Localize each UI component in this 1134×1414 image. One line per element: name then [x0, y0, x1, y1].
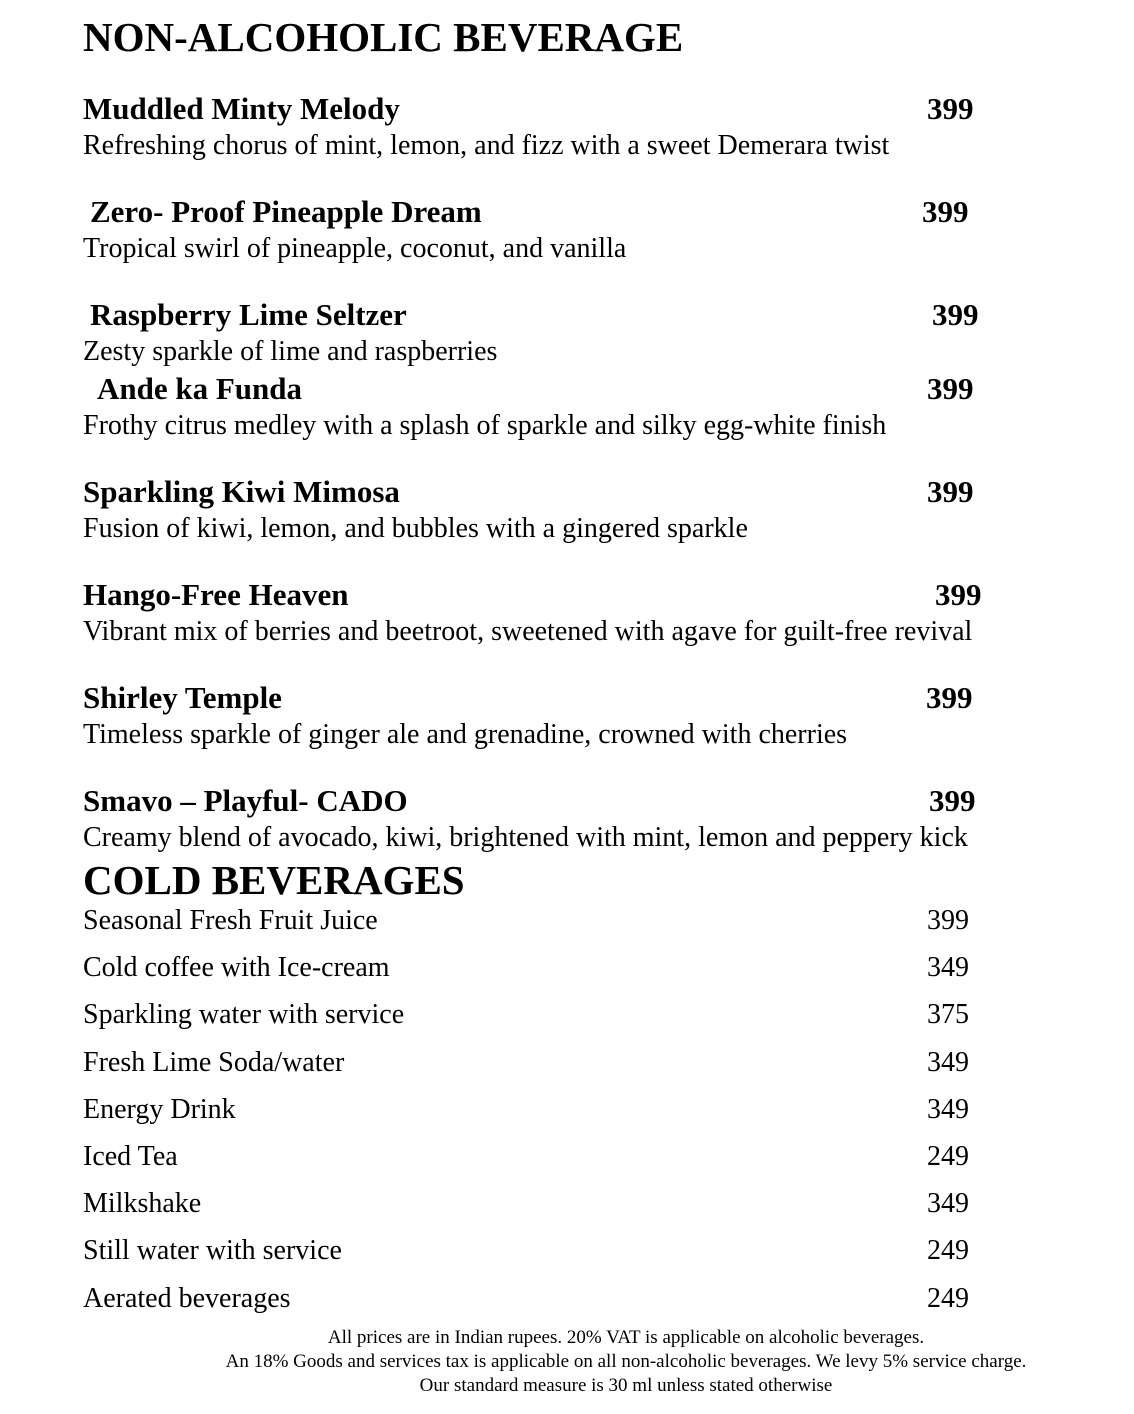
item-name: Shirley Temple: [83, 680, 282, 715]
list-item-price: 349: [927, 1188, 969, 1219]
item-name: Ande ka Funda: [97, 371, 303, 406]
item-price: 399: [927, 91, 974, 126]
item-name: Smavo – Playful- CADO: [83, 783, 408, 818]
list-item-price: 349: [927, 952, 969, 983]
list-item-name: Milkshake: [83, 1188, 202, 1219]
list-item-name: Seasonal Fresh Fruit Juice: [83, 905, 378, 936]
item-description: Zesty sparkle of lime and raspberries: [83, 336, 498, 367]
item-price: 399: [927, 371, 974, 406]
list-item-name: Cold coffee with Ice-cream: [83, 952, 390, 983]
item-price: 399: [927, 474, 974, 509]
list-item-name: Iced Tea: [83, 1141, 178, 1172]
list-item-name: Energy Drink: [83, 1094, 236, 1125]
item-description: Fusion of kiwi, lemon, and bubbles with a gingered sparkle: [83, 513, 748, 544]
item-price: 399: [935, 577, 982, 612]
list-item-price: 349: [927, 1047, 969, 1078]
item-price: 399: [926, 680, 973, 715]
section-title-cold: COLD BEVERAGES: [83, 857, 465, 903]
item-description: Vibrant mix of berries and beetroot, sweetened with agave for guilt-free revival: [83, 616, 973, 647]
item-name: Sparkling Kiwi Mimosa: [83, 474, 400, 509]
list-item-name: Aerated beverages: [83, 1283, 291, 1314]
footer-note-gst: An 18% Goods and services tax is applicable on all non-alcoholic beverages. We levy 5% service charge.: [225, 1351, 1027, 1372]
footer-note-measure: Our standard measure is 30 ml unless stated otherwise: [419, 1375, 833, 1396]
item-price: 399: [929, 783, 976, 818]
item-description: Tropical swirl of pineapple, coconut, and vanilla: [83, 233, 627, 264]
item-description: Refreshing chorus of mint, lemon, and fizz with a sweet Demerara twist: [83, 130, 890, 161]
list-item-name: Sparkling water with service: [83, 999, 405, 1030]
item-description: Frothy citrus medley with a splash of sparkle and silky egg-white finish: [83, 410, 887, 441]
item-name: Hango-Free Heaven: [83, 577, 349, 612]
list-item-price: 249: [927, 1141, 969, 1172]
item-price: 399: [932, 297, 979, 332]
list-item-price: 249: [927, 1283, 969, 1314]
list-item-price: 349: [927, 1094, 969, 1125]
list-item-price: 375: [927, 999, 969, 1030]
item-description: Timeless sparkle of ginger ale and grenadine, crowned with cherries: [83, 719, 848, 750]
section-title-non-alcoholic: NON-ALCOHOLIC BEVERAGE: [83, 14, 684, 60]
list-item-price: 249: [927, 1235, 969, 1266]
item-name: Muddled Minty Melody: [83, 91, 400, 126]
list-item-price: 399: [927, 905, 969, 936]
list-item-name: Still water with service: [83, 1235, 342, 1266]
item-description: Creamy blend of avocado, kiwi, brightened with mint, lemon and peppery kick: [83, 822, 968, 853]
list-item-name: Fresh Lime Soda/water: [83, 1047, 345, 1078]
item-name: Zero- Proof Pineapple Dream: [90, 194, 482, 229]
item-price: 399: [922, 194, 969, 229]
item-name: Raspberry Lime Seltzer: [90, 297, 407, 332]
footer-note-vat: All prices are in Indian rupees. 20% VAT is applicable on alcoholic beverages.: [327, 1327, 925, 1348]
